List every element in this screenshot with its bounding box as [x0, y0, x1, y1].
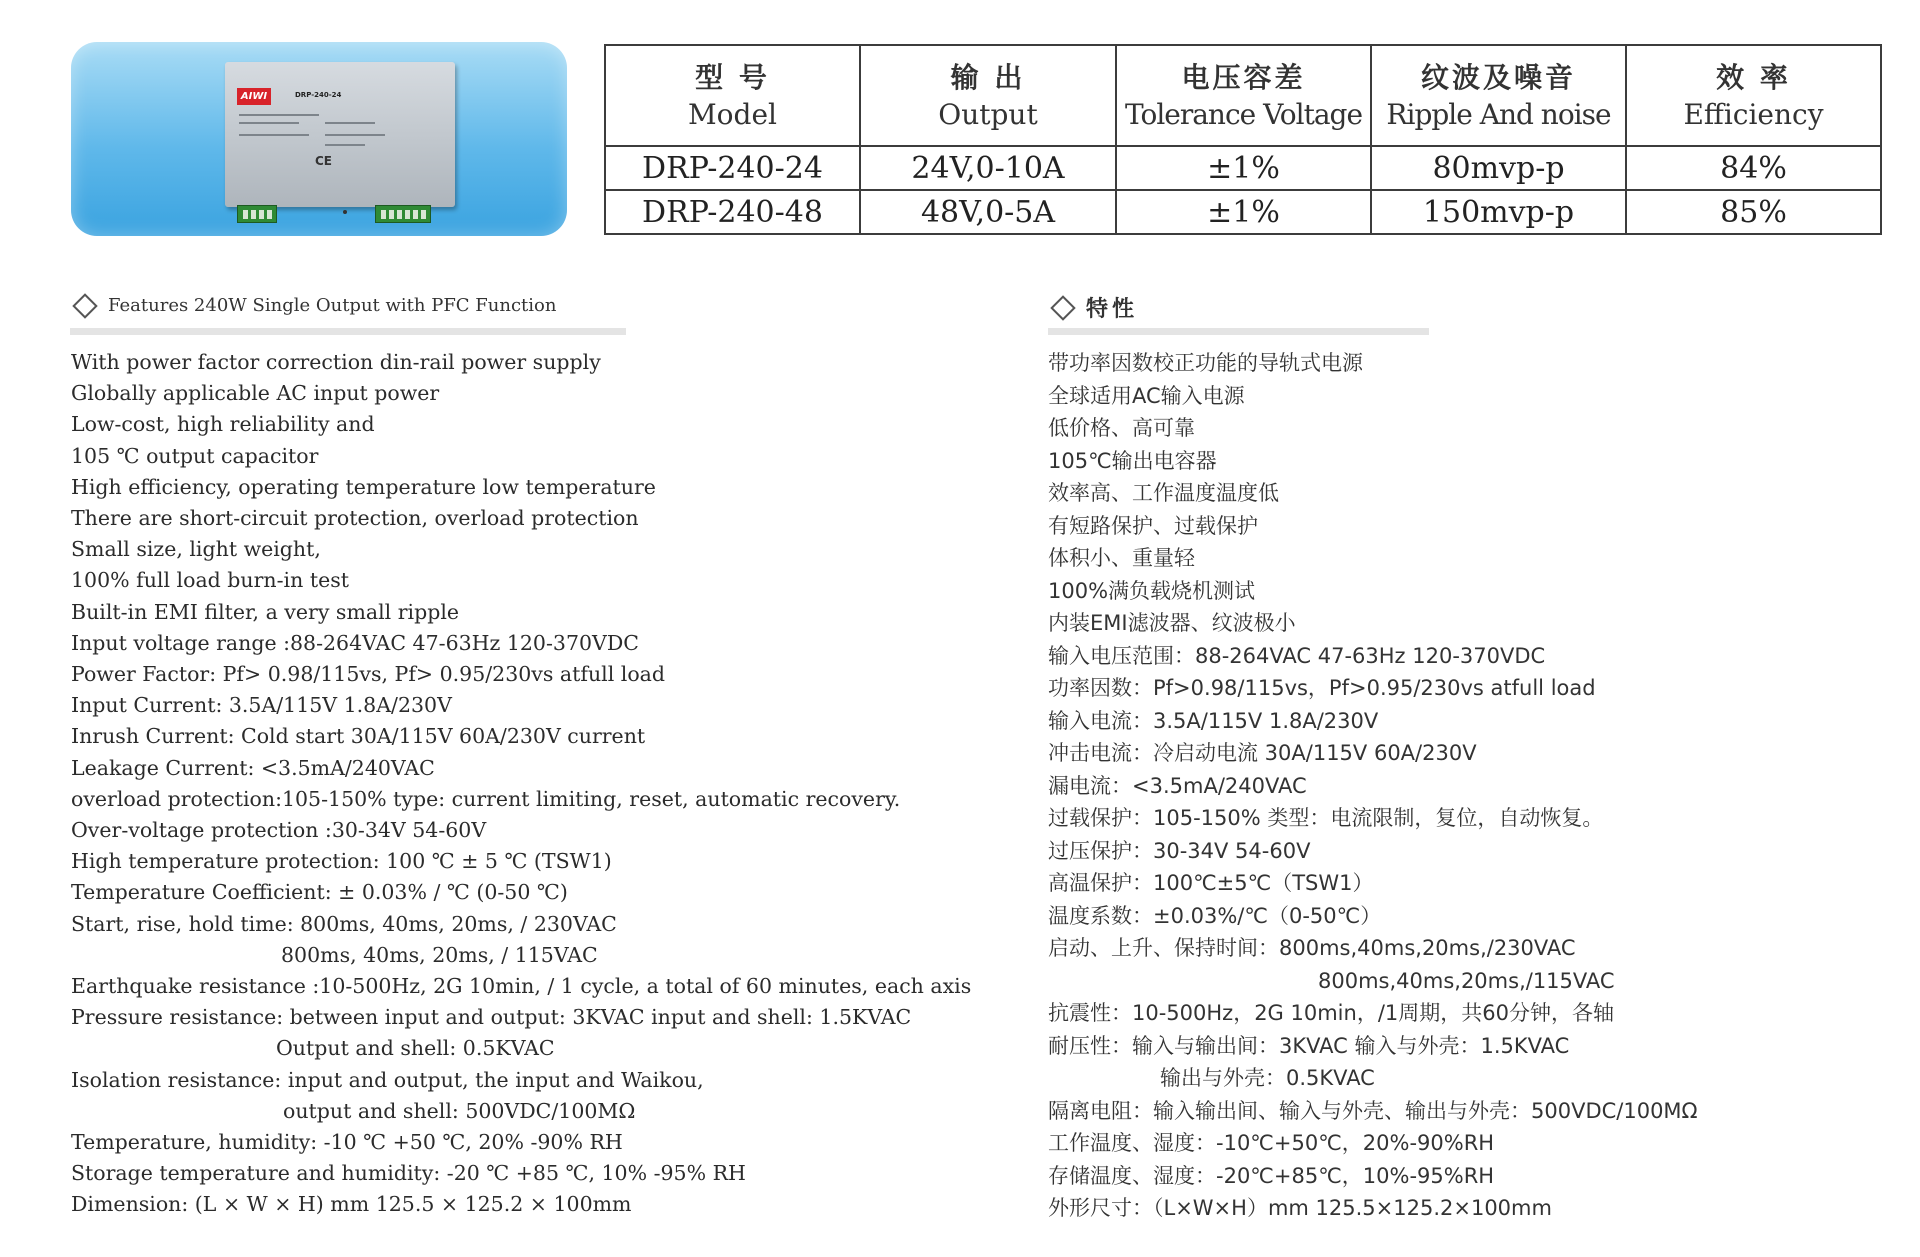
list-item: 输入电流：3.5A/115V 1.8A/230V [1048, 708, 1379, 733]
list-item: 全球适用AC输入电源 [1048, 383, 1245, 408]
cell-efficiency: 85% [1626, 190, 1881, 234]
list-item: 内装EMI滤波器、纹波极小 [1048, 611, 1296, 635]
cell-output: 24V,0-10A [860, 146, 1116, 190]
spec-table-header-row [605, 45, 1881, 146]
led-icon [343, 210, 347, 214]
cell-model: DRP-240-24 [605, 146, 860, 190]
list-item: 启动、上升、保持时间：800ms,40ms,20ms,/230VAC [1048, 936, 1576, 960]
list-item: Power Factor: Pf> 0.98/115vs, Pf> 0.95/230vs atfull load [71, 662, 666, 687]
list-item: Output and shell: 0.5KVAC [276, 1036, 555, 1061]
list-item: 工作温度、湿度：-10℃+50℃，20%-90%RH [1048, 1131, 1495, 1155]
terminal-block-right [375, 205, 431, 223]
list-item: 体积小、重量轻 [1048, 546, 1195, 570]
list-item: 功率因数：Pf>0.98/115vs，Pf>0.95/230vs atfull load [1048, 676, 1596, 700]
cell-model: DRP-240-48 [605, 190, 860, 234]
header-output: 输 出 Output [860, 45, 1116, 146]
spec-table [604, 44, 1882, 235]
list-item: 温度系数：±0.03%/℃（0-50℃） [1048, 903, 1382, 928]
diamond-icon [1050, 295, 1075, 320]
product-image-panel [71, 42, 567, 236]
features-zh-heading-text: 特性 [1086, 297, 1139, 322]
list-item: Dimension: (L × W × H) mm 125.5 × 125.2 × 100mm [71, 1192, 632, 1217]
cell-output: 48V,0-5A [860, 190, 1116, 234]
list-item: With power factor correction din-rail power supply [71, 350, 601, 374]
table-row [605, 190, 1881, 234]
list-item: 高温保护：100℃±5℃（TSW1） [1048, 871, 1374, 895]
table-row [605, 146, 1881, 190]
list-item: 800ms, 40ms, 20ms, / 115VAC [281, 942, 598, 967]
list-item: 输出与外壳：0.5KVAC [1160, 1066, 1375, 1090]
cell-ripple: 150mvp-p [1371, 190, 1626, 234]
list-item: output and shell: 500VDC/100MΩ [283, 1098, 636, 1123]
device-model-print: DRP-240-24 [295, 91, 342, 99]
list-item: Inrush Current: Cold start 30A/115V 60A/230V current [71, 724, 646, 749]
brand-logo: AIWI [237, 88, 271, 105]
list-item: 抗震性：10-500Hz，2G 10min，/1周期，共60分钟，各轴 [1048, 1001, 1614, 1025]
list-item: 过压保护：30-34V 54-60V [1048, 838, 1311, 863]
ce-mark-icon: CE [315, 154, 333, 168]
features-en-list [71, 347, 971, 1221]
list-item: Built-in EMI filter, a very small ripple [71, 599, 460, 624]
list-item: 耐压性：输入与输出间：3KVAC 输入与外壳：1.5KVAC [1048, 1033, 1570, 1058]
heading-underline [1048, 328, 1429, 335]
diamond-icon [72, 293, 97, 318]
header-tolerance: 电压容差 Tolerance Voltage [1116, 45, 1371, 146]
header-efficiency: 效 率 Efficiency [1626, 45, 1881, 146]
features-en-heading-text: Features 240W Single Output with PFC Function [108, 295, 557, 316]
list-item: 带功率因数校正功能的导轨式电源 [1048, 351, 1363, 375]
list-item: 100%满负载烧机测试 [1048, 578, 1256, 603]
list-item: 冲击电流：冷启动电流 30A/115V 60A/230V [1048, 741, 1477, 765]
heading-underline [70, 328, 626, 335]
list-item: Low-cost, high reliability and [71, 412, 375, 437]
features-en-heading [72, 295, 556, 316]
label-line [325, 134, 385, 136]
terminal-block-left [237, 205, 277, 223]
list-item: Earthquake resistance :10-500Hz, 2G 10min, / 1 cycle, a total of 60 minutes, each axis [71, 974, 972, 999]
list-item: 105℃输出电容器 [1048, 448, 1217, 473]
list-item: Temperature, humidity: -10 ℃ +50 ℃, 20% -90% RH [71, 1130, 623, 1155]
list-item: Globally applicable AC input power [71, 381, 440, 406]
label-line [239, 122, 299, 124]
list-item: Pressure resistance: between input and output: 3KVAC input and shell: 1.5KVAC [71, 1005, 912, 1030]
label-line [239, 134, 309, 136]
cell-tolerance: ±1% [1116, 146, 1371, 190]
list-item: High temperature protection: 100 ℃ ± 5 ℃ (TSW1) [71, 849, 612, 874]
list-item: 效率高、工作温度温度低 [1048, 481, 1279, 505]
list-item: 105 ℃ output capacitor [71, 443, 319, 468]
list-item: 输入电压范围：88-264VAC 47-63Hz 120-370VDC [1048, 643, 1546, 668]
label-line [325, 122, 375, 124]
label-line [325, 144, 365, 146]
features-zh-heading [1050, 292, 1138, 323]
list-item: 外形尺寸：（L×W×H）mm 125.5×125.2×100mm [1048, 1196, 1552, 1220]
label-line [239, 114, 319, 116]
list-item: Input voltage range :88-264VAC 47-63Hz 120-370VDC [71, 630, 639, 655]
features-zh-list [1048, 347, 1698, 1225]
list-item: Over-voltage protection :30-34V 54-60V [71, 818, 487, 843]
list-item: 100% full load burn-in test [71, 568, 349, 593]
list-item: 低价格、高可靠 [1048, 416, 1195, 440]
list-item: 过载保护：105-150% 类型：电流限制，复位，自动恢复。 [1048, 806, 1604, 830]
list-item: 存储温度、湿度：-20℃+85℃，10%-95%RH [1048, 1163, 1495, 1188]
list-item: 漏电流：<3.5mA/240VAC [1048, 773, 1307, 798]
header-ripple: 纹波及噪音 Ripple And noise [1371, 45, 1626, 146]
list-item: Storage temperature and humidity: -20 ℃ +85 ℃, 10% -95% RH [71, 1161, 746, 1186]
list-item: 隔离电阻：输入输出间、输入与外壳、输出与外壳：500VDC/100MΩ [1048, 1098, 1698, 1123]
list-item: Isolation resistance: input and output, the input and Waikou, [71, 1067, 704, 1092]
cell-tolerance: ±1% [1116, 190, 1371, 234]
list-item: Leakage Current: <3.5mA/240VAC [71, 755, 435, 780]
list-item: Small size, light weight, [71, 537, 321, 562]
cell-ripple: 80mvp-p [1371, 146, 1626, 190]
list-item: overload protection:105-150% type: current limiting, reset, automatic recovery. [71, 786, 901, 811]
header-model: 型 号 Model [605, 45, 860, 146]
list-item: 800ms,40ms,20ms,/115VAC [1318, 968, 1615, 993]
list-item: High efficiency, operating temperature low temperature [71, 474, 656, 499]
list-item: There are short-circuit protection, overload protection [71, 506, 639, 531]
device-housing [225, 62, 455, 207]
list-item: Input Current: 3.5A/115V 1.8A/230V [71, 693, 452, 718]
list-item: 有短路保护、过载保护 [1048, 513, 1258, 538]
list-item: Start, rise, hold time: 800ms, 40ms, 20ms, / 230VAC [71, 911, 617, 936]
cell-efficiency: 84% [1626, 146, 1881, 190]
power-supply-image [225, 62, 455, 224]
list-item: Temperature Coefficient: ± 0.03% / ℃ (0-50 ℃) [71, 880, 568, 905]
